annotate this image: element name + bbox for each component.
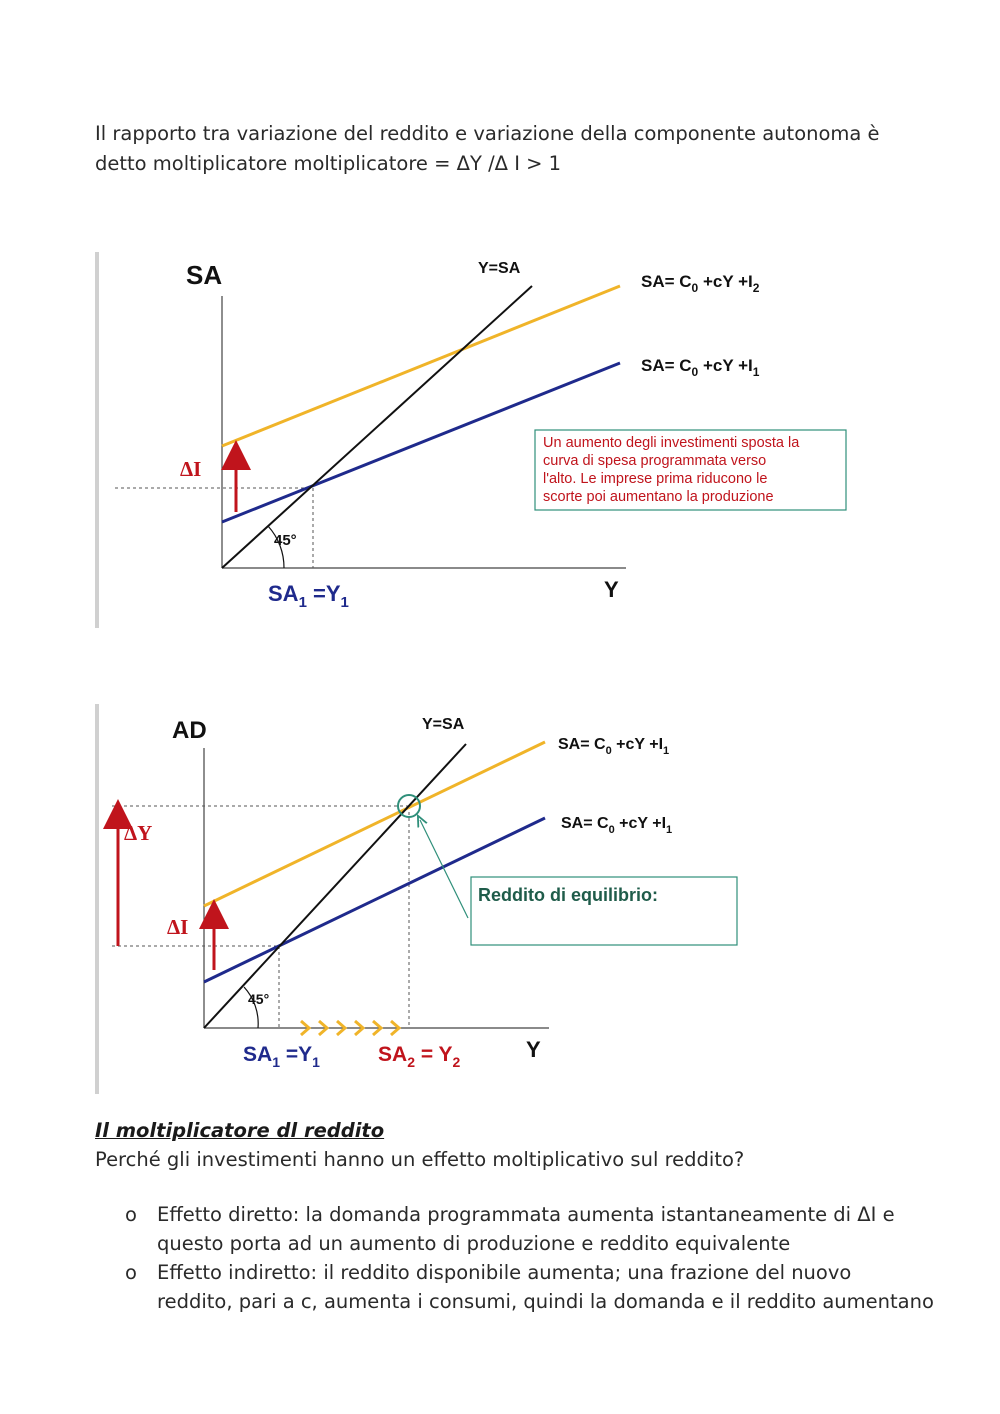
intro-paragraph — [95, 119, 915, 179]
callout-text: Reddito di equilibrio: — [478, 885, 658, 905]
bullet-1-line-2: questo porta ad un aumento di produzione e reddito equivalente — [157, 1232, 791, 1255]
y-axis-label: SA — [186, 260, 223, 290]
figure-2-diagram — [0, 696, 1000, 1100]
delta-y-label: ΔY — [124, 821, 153, 845]
x-axis-label: Y — [526, 1037, 541, 1062]
new-equilibrium-label: $SA_2 = Y_2$ — [378, 1043, 461, 1070]
bullet-marker: o — [125, 1261, 137, 1284]
bullet-2-line-1: Effetto indiretto: il reddito disponibile aumenta; una frazione del nuovo — [157, 1261, 852, 1284]
upper-line-label: $SA= C_0 +cY +I_1$ — [558, 736, 670, 757]
effects-list — [125, 1200, 965, 1316]
equilibrium-label: $SA_1 =Y_1$ — [268, 581, 349, 611]
section-question: Perché gli investimenti hanno un effetto moltiplicativo sul reddito? — [95, 1148, 745, 1171]
section-heading: Il moltiplicatore dl reddito — [95, 1119, 385, 1142]
figure-1-diagram — [0, 240, 1000, 640]
list-item — [125, 1200, 965, 1258]
delta-i-label: ΔI — [180, 457, 202, 481]
note-text: Un aumento degli investimenti sposta la curva di spesa programmata verso l'alto. Le imprese prima riducono le scorte poi aumentano la produzione — [543, 435, 800, 505]
callout-pointer — [420, 820, 468, 918]
figure-1-svg — [0, 240, 1000, 640]
upper-spending-line — [222, 286, 620, 446]
bullet-2-line-2: reddito, pari a c, aumenta i consumi, quindi la domanda e il reddito aumentano — [157, 1290, 934, 1313]
figure-2-svg — [0, 696, 1000, 1100]
angle-label: 45° — [248, 991, 270, 1007]
lower-line-label: $SA= C_0 +cY +I_1$ — [561, 815, 673, 836]
upper-line-label: $SA= C_0 +cY +I_2$ — [641, 272, 760, 295]
bullet-1-line-1: Effetto diretto: la domanda programmata aumenta istantaneamente di ΔI e — [157, 1203, 895, 1226]
lower-line-label: $SA= C_0 +cY +I_1$ — [641, 356, 760, 379]
delta-i-label: ΔI — [167, 915, 189, 939]
y-axis-label: AD — [172, 717, 207, 744]
line-45-label: Y=SA — [422, 716, 465, 733]
line-45-label: Y=SA — [478, 260, 521, 277]
angle-label: 45° — [274, 532, 297, 549]
old-equilibrium-label: $SA_1 =Y_1$ — [243, 1043, 320, 1070]
x-axis-label: Y — [604, 577, 619, 602]
intro-line-1: Il rapporto tra variazione del reddito e variazione della componente autonoma è — [95, 122, 880, 145]
intro-line-2: detto moltiplicatore moltiplicatore = ΔY /Δ I > 1 — [95, 152, 562, 175]
list-item — [125, 1258, 965, 1316]
bullet-marker: o — [125, 1203, 137, 1226]
